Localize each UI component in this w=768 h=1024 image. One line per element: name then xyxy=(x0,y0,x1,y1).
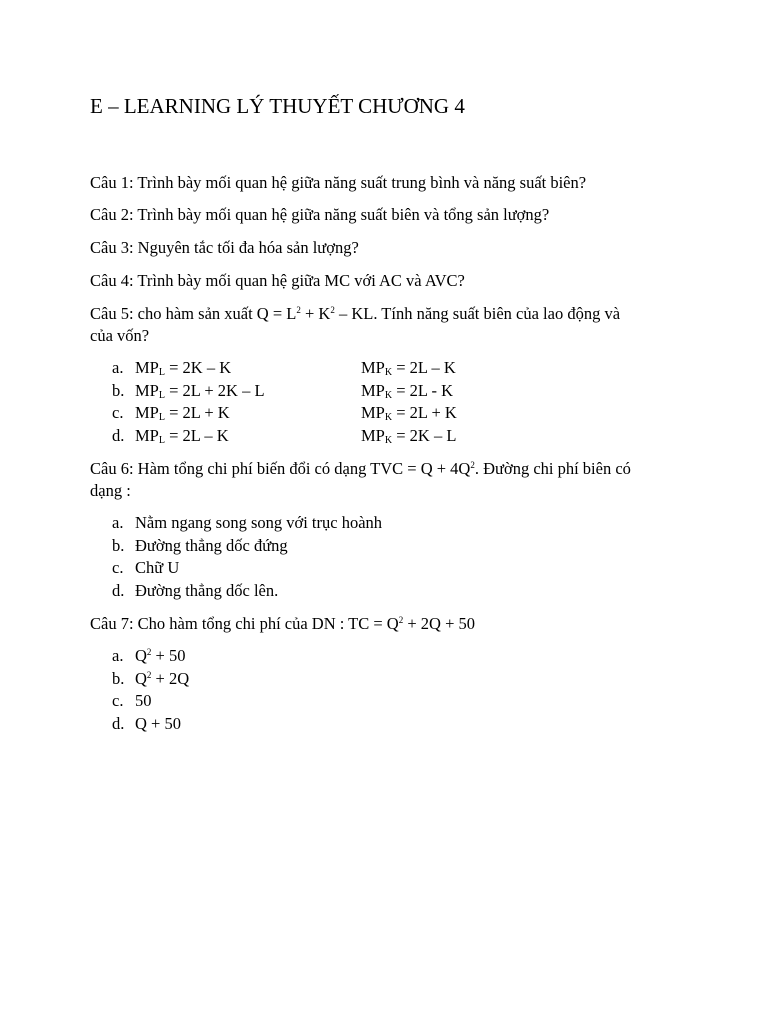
question-1: Câu 1: Trình bày mối quan hệ giữa năng suất trung bình và năng suất biên? xyxy=(90,173,587,192)
option-right: $MP_K = 2L + K$ xyxy=(361,403,457,423)
question-7-options xyxy=(90,645,710,735)
question-6-text: . Đường chi phí biên có xyxy=(474,459,631,478)
question-5-text: của vốn? xyxy=(90,326,150,345)
option-label: d. xyxy=(112,713,125,733)
option-left: $MP_L = 2L + 2K - L$ xyxy=(135,380,265,401)
option-b xyxy=(90,380,710,403)
question-4: Câu 4: Trình bày mối quan hệ giữa MC với AC và AVC? xyxy=(90,271,465,290)
option-b xyxy=(90,668,710,691)
option-d xyxy=(90,425,710,448)
option-text: Chữ U xyxy=(135,558,180,577)
option-label: a. xyxy=(112,358,124,377)
document-title: E – LEARNING LÝ THUYẾT CHƯƠNG 4 xyxy=(90,94,465,118)
question-7-text: Câu 7: Cho hàm tổng chi phí của DN : TC = Q xyxy=(90,614,399,633)
question-7 xyxy=(90,613,690,635)
option-label: c. xyxy=(112,403,124,422)
question-5 xyxy=(90,303,690,347)
question-5-options xyxy=(90,357,710,447)
question-6-text: Câu 6: Hàm tổng chi phí biến đổi có dạng TVC = Q + 4Q xyxy=(90,459,471,478)
option-label: a. xyxy=(112,646,124,665)
option-label: d. xyxy=(112,580,125,600)
option-a xyxy=(90,512,710,535)
option-label: c. xyxy=(112,558,124,577)
option-label: a. xyxy=(112,513,124,532)
option-label: c. xyxy=(112,691,124,710)
option-a xyxy=(90,645,710,668)
option-b xyxy=(90,535,710,558)
option-label: b. xyxy=(112,535,125,555)
option-c xyxy=(90,402,710,425)
option-a xyxy=(90,357,710,380)
option-c xyxy=(90,690,710,713)
option-d xyxy=(90,580,710,603)
option-text: $Q^2 + 50$ xyxy=(135,646,186,665)
option-text: $Q^2 + 2Q$ xyxy=(135,668,190,688)
superscript: 2 xyxy=(296,305,301,315)
option-right: $MP_K = 2L - K$ xyxy=(361,358,456,378)
option-d xyxy=(90,713,710,736)
option-left: $MP_L = 2L + K$ xyxy=(135,403,230,423)
question-6 xyxy=(90,458,690,502)
option-label: b. xyxy=(112,668,125,688)
option-right: $MP_K = 2L - K$ xyxy=(361,380,454,401)
superscript: 2 xyxy=(470,460,475,470)
question-5-text: Câu 5: cho hàm sản xuất Q = L xyxy=(90,304,297,323)
option-c xyxy=(90,557,710,580)
option-right: $MP_K = 2K - L$ xyxy=(361,425,457,446)
question-7-text: + 2Q + 50 xyxy=(403,614,476,633)
question-3: Câu 3: Nguyên tắc tối đa hóa sản lượng? xyxy=(90,238,359,257)
question-6-text: dạng : xyxy=(90,481,131,500)
question-6-options xyxy=(90,512,710,602)
option-label: b. xyxy=(112,380,125,400)
option-text: 50 xyxy=(135,691,152,710)
option-text: Đường thẳng dốc lên. xyxy=(135,580,279,600)
option-label: d. xyxy=(112,425,125,445)
superscript: 2 xyxy=(330,305,335,315)
question-2: Câu 2: Trình bày mối quan hệ giữa năng suất biên và tổng sản lượng? xyxy=(90,205,550,224)
option-text: Q + 50 xyxy=(135,713,181,733)
option-left: $MP_L = 2K - K$ xyxy=(135,358,232,378)
option-text: Nằm ngang song song với trục hoành xyxy=(135,513,383,532)
question-5-text: + K xyxy=(300,304,331,323)
option-left: $MP_L = 2L - K$ xyxy=(135,425,229,446)
superscript: 2 xyxy=(398,615,404,625)
option-text: Đường thẳng dốc đứng xyxy=(135,535,288,555)
question-5-text: – KL. Tính năng suất biên của lao động và xyxy=(334,304,621,323)
